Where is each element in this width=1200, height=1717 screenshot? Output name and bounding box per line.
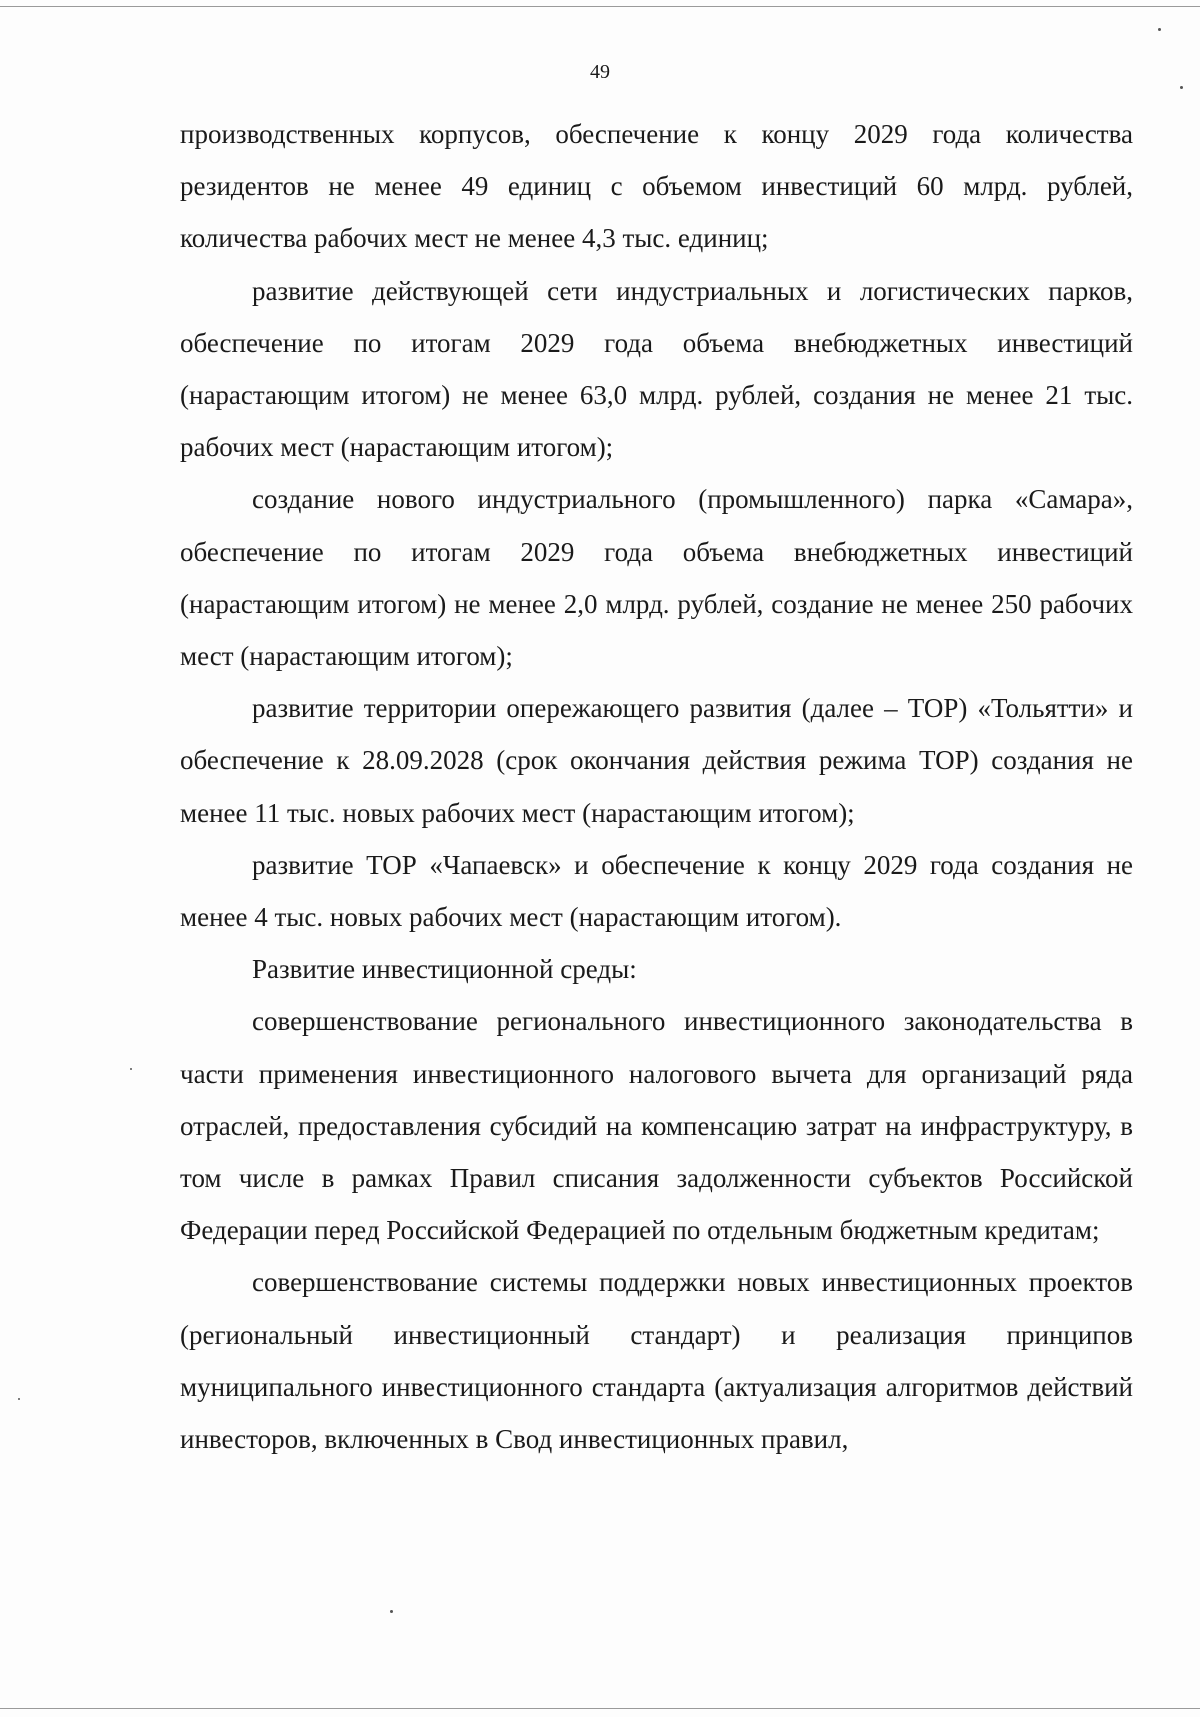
paragraph-investment-standard: совершенствование системы поддержки новых инвестиционных проектов (региональный инвестиционный стандарт) и реализация принципов муниципального инвестиционного стандарта (актуализация алгоритмов действий инвесторов, включенных в Свод инвестиционных правил, bbox=[180, 1267, 1133, 1455]
body-text bbox=[180, 108, 1133, 1465]
paragraph-industrial-parks: развитие действующей сети индустриальных и логистических парков, обеспечение по итогам 2029 года объема внебюджетных инвестиций (нарастающим итогом) не менее 63,0 млрд. рублей, создания не менее 21 тыс. рабочих мест (нарастающим итогом); bbox=[180, 275, 1133, 463]
scan-speck bbox=[1180, 86, 1183, 89]
section-heading-investment-environment: Развитие инвестиционной среды: bbox=[252, 954, 637, 985]
paragraph-samara-park: создание нового индустриального (промышленного) парка «Самара», обеспечение по итогам 2029 года объема внебюджетных инвестиций (нарастающим итогом) не менее 2,0 млрд. рублей, создание не менее 250 рабочих мест (нарастающим итогом); bbox=[180, 484, 1133, 672]
paragraph-investment-targets: производственных корпусов, обеспечение к концу 2029 года количества резидентов не менее 49 единиц с объемом инвестиций 60 млрд. рублей, количества рабочих мест не менее 4,3 тыс. единиц; bbox=[180, 119, 1133, 254]
page-number: 49 bbox=[590, 61, 610, 83]
paragraph-tor-chapaevsk: развитие ТОР «Чапаевск» и обеспечение к концу 2029 года создания не менее 4 тыс. новых рабочих мест (нарастающим итогом). bbox=[180, 849, 1133, 933]
scan-speck bbox=[390, 1610, 393, 1613]
scan-speck bbox=[18, 1398, 20, 1400]
scan-edge-bottom bbox=[0, 1708, 1200, 1709]
paragraph-investment-legislation: совершенствование регионального инвестиционного законодательства в части применения инвестиционного налогового вычета для организаций ряда отраслей, предоставления субсидий на компенсацию затрат на инфраструктуру, в том числе в рамках Правил списания задолженности субъектов Российской Федерации перед Российской Федерацией по отдельным бюджетным кредитам; bbox=[180, 1006, 1133, 1246]
scan-edge-top bbox=[0, 6, 1200, 7]
paragraph-tor-tolyatti: развитие территории опережающего развития (далее – ТОР) «Тольятти» и обеспечение к 28.09.2028 (срок окончания действия режима ТОР) создания не менее 11 тыс. новых рабочих мест (нарастающим итогом); bbox=[180, 693, 1133, 828]
scan-speck bbox=[130, 1068, 132, 1070]
scan-speck bbox=[1158, 28, 1161, 31]
